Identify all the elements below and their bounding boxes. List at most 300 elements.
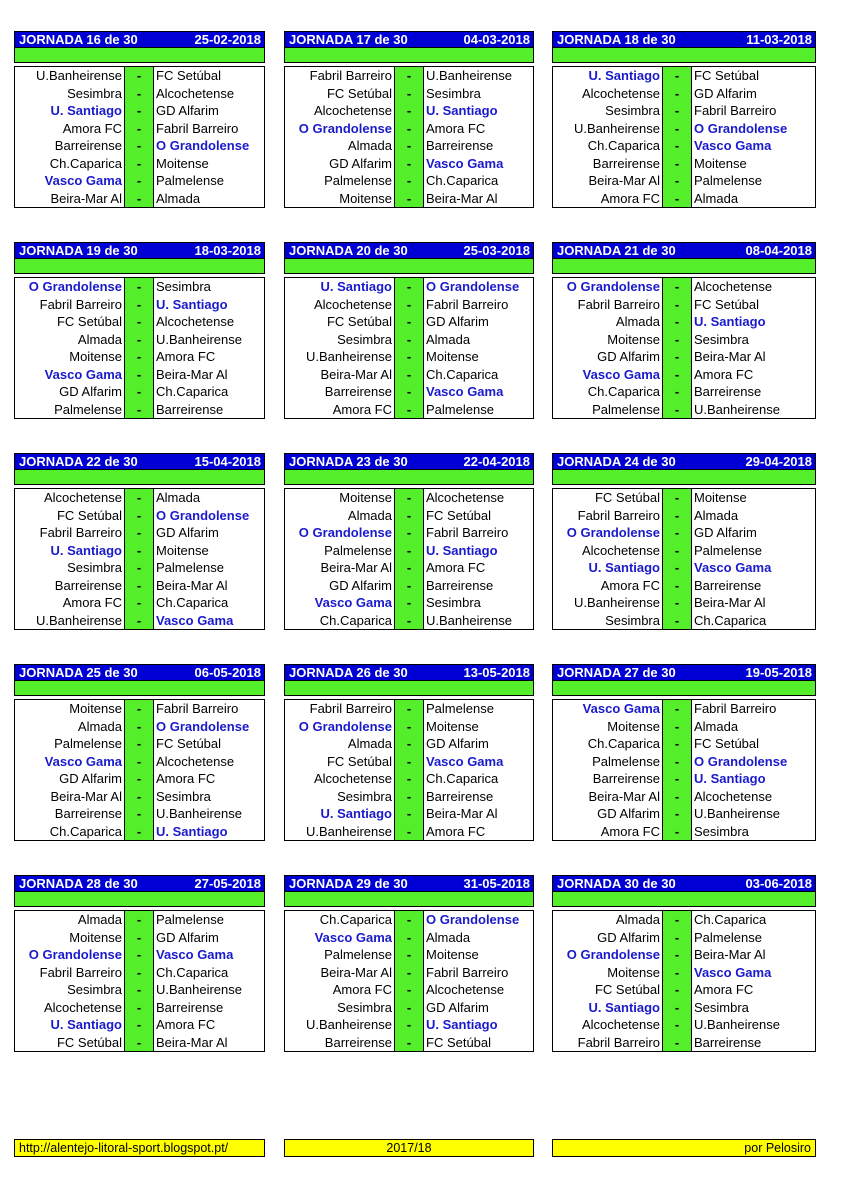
away-team: Ch.Caparica <box>156 595 229 610</box>
home-team: Sesimbra <box>285 788 395 806</box>
away-team: Alcochetense <box>426 982 505 997</box>
match-row <box>15 964 264 982</box>
away-team: O Grandolense <box>426 912 520 927</box>
away-team: Palmelense <box>156 560 224 575</box>
home-team: U.Banheirense <box>553 594 663 612</box>
round-band <box>284 470 534 485</box>
match-row <box>285 1016 533 1034</box>
match-row <box>15 718 264 736</box>
away-team: Amora FC <box>426 120 486 136</box>
home-team: FC Setúbal <box>15 507 125 525</box>
match-separator: - <box>395 805 424 823</box>
round-card <box>14 242 265 419</box>
round-header <box>552 453 816 470</box>
match-row <box>553 542 815 560</box>
match-separator: - <box>663 753 692 771</box>
match-row <box>553 929 815 947</box>
match-row <box>553 137 815 155</box>
home-team: Palmelense <box>285 172 395 190</box>
round-title: JORNADA 23 de 30 <box>289 454 408 469</box>
round-title: JORNADA 20 de 30 <box>289 243 408 258</box>
round-title: JORNADA 24 de 30 <box>557 454 676 469</box>
away-team: GD Alfarim <box>694 525 757 540</box>
home-team: Sesimbra <box>285 999 395 1017</box>
match-separator: - <box>125 1034 154 1052</box>
away-team: Beira-Mar Al <box>156 1034 228 1050</box>
away-team: Ch.Caparica <box>426 173 499 188</box>
match-separator: - <box>125 155 154 173</box>
home-team: Barreirense <box>15 577 125 595</box>
footer-author: por Pelosiro <box>552 1139 816 1157</box>
away-team: U.Banheirense <box>156 982 242 997</box>
match-separator: - <box>125 348 154 366</box>
match-row <box>15 524 264 542</box>
away-team: U. Santiago <box>426 542 498 558</box>
away-team: Barreirense <box>156 999 224 1015</box>
home-team: Ch.Caparica <box>553 137 663 155</box>
home-team: Amora FC <box>285 981 395 999</box>
match-list <box>14 699 265 841</box>
round-date: 19-05-2018 <box>745 665 812 680</box>
round-title: JORNADA 27 de 30 <box>557 665 676 680</box>
match-separator: - <box>395 964 424 982</box>
match-separator: - <box>125 735 154 753</box>
home-team: FC Setúbal <box>553 489 663 507</box>
round-date: 11-03-2018 <box>746 32 812 47</box>
home-team: U. Santiago <box>15 102 125 120</box>
match-row <box>553 823 815 841</box>
home-team: Palmelense <box>15 401 125 419</box>
away-team: Palmelense <box>156 912 224 927</box>
match-row <box>285 718 533 736</box>
match-separator: - <box>395 577 424 595</box>
match-separator: - <box>395 770 424 788</box>
match-separator: - <box>663 911 692 929</box>
away-team: Ch.Caparica <box>156 384 229 399</box>
round-title: JORNADA 25 de 30 <box>19 665 138 680</box>
home-team: Almada <box>285 735 395 753</box>
away-team: Barreirense <box>426 788 494 804</box>
home-team: O Grandolense <box>285 524 395 542</box>
home-team: Amora FC <box>15 120 125 138</box>
home-team: Sesimbra <box>285 331 395 349</box>
match-separator: - <box>395 366 424 384</box>
away-team: Almada <box>694 718 739 734</box>
away-team: O Grandolense <box>156 507 250 523</box>
match-separator: - <box>125 102 154 120</box>
match-separator: - <box>395 788 424 806</box>
match-row <box>15 559 264 577</box>
round-title: JORNADA 19 de 30 <box>19 243 138 258</box>
away-team: Almada <box>156 190 201 206</box>
home-team: FC Setúbal <box>285 753 395 771</box>
match-row <box>15 753 264 771</box>
round-title: JORNADA 30 de 30 <box>557 876 676 891</box>
round-date: 29-04-2018 <box>745 454 812 469</box>
away-team: Sesimbra <box>156 788 211 804</box>
match-separator: - <box>663 946 692 964</box>
match-row <box>285 753 533 771</box>
match-separator: - <box>125 612 154 630</box>
match-separator: - <box>663 805 692 823</box>
round-date: 13-05-2018 <box>463 665 530 680</box>
home-team: Fabril Barreiro <box>553 1034 663 1052</box>
match-row <box>553 559 815 577</box>
away-team: Palmelense <box>426 701 494 716</box>
away-team: O Grandolense <box>426 279 520 294</box>
away-team: U.Banheirense <box>426 612 512 628</box>
match-separator: - <box>395 331 424 349</box>
away-team: Vasco Gama <box>156 612 234 628</box>
away-team: Amora FC <box>426 823 486 839</box>
home-team: O Grandolense <box>553 946 663 964</box>
match-row <box>285 524 533 542</box>
round-date: 25-03-2018 <box>463 243 530 258</box>
round-band <box>552 892 816 907</box>
home-team: Beira-Mar Al <box>285 559 395 577</box>
away-team: Moitense <box>156 542 209 558</box>
match-separator: - <box>395 120 424 138</box>
round-title: JORNADA 16 de 30 <box>19 32 138 47</box>
match-row <box>285 999 533 1017</box>
away-team: Barreirense <box>694 577 762 593</box>
away-team: Moitense <box>426 349 479 364</box>
match-separator: - <box>125 718 154 736</box>
away-team: U. Santiago <box>694 771 766 786</box>
away-team: Sesimbra <box>694 823 749 839</box>
home-team: Vasco Gama <box>15 753 125 771</box>
round-band <box>14 259 265 274</box>
match-separator: - <box>395 313 424 331</box>
match-row <box>15 67 264 85</box>
match-separator: - <box>663 190 692 208</box>
match-separator: - <box>125 964 154 982</box>
match-row <box>15 137 264 155</box>
away-team: Amora FC <box>156 349 216 364</box>
match-list <box>552 910 816 1052</box>
away-team: Palmelense <box>694 173 762 188</box>
match-row <box>285 594 533 612</box>
home-team: U. Santiago <box>553 67 663 85</box>
away-team: Sesimbra <box>426 595 481 610</box>
match-separator: - <box>125 594 154 612</box>
match-row <box>285 120 533 138</box>
match-separator: - <box>125 577 154 595</box>
round-card <box>552 242 816 419</box>
match-list <box>284 488 534 630</box>
away-team: O Grandolense <box>156 718 250 734</box>
match-row <box>285 559 533 577</box>
match-separator: - <box>395 401 424 419</box>
round-header <box>14 875 265 892</box>
match-separator: - <box>125 805 154 823</box>
round-title: JORNADA 26 de 30 <box>289 665 408 680</box>
match-row <box>553 1016 815 1034</box>
match-separator: - <box>395 594 424 612</box>
round-header <box>14 242 265 259</box>
round-date: 03-06-2018 <box>745 876 812 891</box>
match-row <box>285 946 533 964</box>
away-team: U.Banheirense <box>156 806 242 821</box>
away-team: Moitense <box>156 155 209 171</box>
away-team: Barreirense <box>426 138 494 153</box>
away-team: U.Banheirense <box>694 806 780 821</box>
round-title: JORNADA 17 de 30 <box>289 32 408 47</box>
round-band <box>552 48 816 63</box>
match-separator: - <box>395 278 424 296</box>
match-row <box>15 1034 264 1052</box>
home-team: Almada <box>15 331 125 349</box>
away-team: Barreirense <box>694 1034 762 1050</box>
home-team: Sesimbra <box>15 85 125 103</box>
match-list <box>552 488 816 630</box>
match-row <box>15 1016 264 1034</box>
match-list <box>14 488 265 630</box>
match-row <box>15 120 264 138</box>
away-team: Ch.Caparica <box>426 366 499 382</box>
match-separator: - <box>125 366 154 384</box>
away-team: Almada <box>694 190 739 206</box>
home-team: Palmelense <box>15 735 125 753</box>
home-team: Sesimbra <box>553 102 663 120</box>
match-separator: - <box>663 542 692 560</box>
home-team: U. Santiago <box>553 999 663 1017</box>
away-team: Fabril Barreiro <box>426 964 509 980</box>
match-row <box>15 383 264 401</box>
home-team: Moitense <box>15 700 125 718</box>
round-header <box>284 31 534 48</box>
match-separator: - <box>125 929 154 947</box>
away-team: FC Setúbal <box>426 507 492 523</box>
home-team: Fabril Barreiro <box>285 700 395 718</box>
home-team: Fabril Barreiro <box>553 507 663 525</box>
away-team: Alcochetense <box>156 314 235 329</box>
home-team: U.Banheirense <box>15 67 125 85</box>
home-team: Palmelense <box>285 946 395 964</box>
round-card <box>552 453 816 630</box>
home-team: Amora FC <box>553 823 663 841</box>
away-team: GD Alfarim <box>694 85 757 101</box>
match-row <box>285 67 533 85</box>
match-separator: - <box>395 999 424 1017</box>
match-separator: - <box>125 770 154 788</box>
match-row <box>285 366 533 384</box>
round-title: JORNADA 22 de 30 <box>19 454 138 469</box>
home-team: GD Alfarim <box>15 383 125 401</box>
away-team: GD Alfarim <box>426 999 489 1015</box>
match-row <box>553 911 815 929</box>
away-team: Palmelense <box>694 542 762 558</box>
match-row <box>285 1034 533 1052</box>
round-band <box>14 892 265 907</box>
round-card <box>14 31 265 208</box>
match-separator: - <box>395 929 424 947</box>
round-title: JORNADA 29 de 30 <box>289 876 408 891</box>
away-team: Ch.Caparica <box>156 964 229 980</box>
match-separator: - <box>395 1034 424 1052</box>
home-team: Vasco Gama <box>553 700 663 718</box>
round-band <box>14 470 265 485</box>
match-row <box>553 524 815 542</box>
match-row <box>15 401 264 419</box>
match-separator: - <box>125 137 154 155</box>
match-separator: - <box>395 700 424 718</box>
away-team: Amora FC <box>156 771 216 786</box>
home-team: Moitense <box>15 929 125 947</box>
away-team: FC Setúbal <box>694 296 760 312</box>
match-separator: - <box>663 524 692 542</box>
home-team: Alcochetense <box>285 102 395 120</box>
round-date: 06-05-2018 <box>194 665 261 680</box>
home-team: Beira-Mar Al <box>285 366 395 384</box>
home-team: FC Setúbal <box>15 313 125 331</box>
match-list <box>284 277 534 419</box>
match-row <box>15 805 264 823</box>
match-separator: - <box>663 331 692 349</box>
match-row <box>15 770 264 788</box>
match-row <box>553 753 815 771</box>
match-list <box>552 277 816 419</box>
match-row <box>553 296 815 314</box>
match-separator: - <box>663 172 692 190</box>
match-separator: - <box>395 981 424 999</box>
round-date: 15-04-2018 <box>194 454 261 469</box>
match-separator: - <box>663 1034 692 1052</box>
match-row <box>553 489 815 507</box>
match-row <box>15 155 264 173</box>
home-team: FC Setúbal <box>15 1034 125 1052</box>
match-row <box>15 700 264 718</box>
match-separator: - <box>663 313 692 331</box>
home-team: Beira-Mar Al <box>285 964 395 982</box>
match-row <box>553 383 815 401</box>
match-separator: - <box>663 964 692 982</box>
away-team: Amora FC <box>694 982 754 997</box>
home-team: Vasco Gama <box>553 366 663 384</box>
home-team: Fabril Barreiro <box>553 296 663 314</box>
away-team: O Grandolense <box>694 120 788 136</box>
round-band <box>552 470 816 485</box>
away-team: Palmelense <box>426 401 494 417</box>
match-row <box>285 137 533 155</box>
match-list <box>14 277 265 419</box>
home-team: Sesimbra <box>553 612 663 630</box>
home-team: Alcochetense <box>15 489 125 507</box>
match-row <box>285 929 533 947</box>
match-row <box>553 577 815 595</box>
home-team: O Grandolense <box>553 278 663 296</box>
match-row <box>285 102 533 120</box>
home-team: Alcochetense <box>285 296 395 314</box>
away-team: Sesimbra <box>156 279 211 294</box>
home-team: Amora FC <box>553 577 663 595</box>
match-list <box>284 910 534 1052</box>
home-team: Alcochetense <box>553 1016 663 1034</box>
home-team: Alcochetense <box>285 770 395 788</box>
home-team: Ch.Caparica <box>285 911 395 929</box>
away-team: U.Banheirense <box>694 1017 780 1032</box>
match-separator: - <box>395 102 424 120</box>
away-team: FC Setúbal <box>156 736 222 751</box>
round-date: 18-03-2018 <box>194 243 261 258</box>
match-separator: - <box>125 700 154 718</box>
away-team: Amora FC <box>694 366 754 382</box>
match-row <box>15 735 264 753</box>
match-separator: - <box>663 612 692 630</box>
match-separator: - <box>395 155 424 173</box>
match-separator: - <box>125 999 154 1017</box>
match-row <box>553 120 815 138</box>
match-separator: - <box>395 718 424 736</box>
match-separator: - <box>663 155 692 173</box>
home-team: Ch.Caparica <box>553 735 663 753</box>
match-separator: - <box>395 507 424 525</box>
match-separator: - <box>395 559 424 577</box>
round-header <box>284 453 534 470</box>
home-team: Barreirense <box>15 137 125 155</box>
away-team: Beira-Mar Al <box>694 349 766 364</box>
match-row <box>15 331 264 349</box>
match-row <box>15 489 264 507</box>
match-separator: - <box>395 137 424 155</box>
away-team: Alcochetense <box>156 85 235 101</box>
home-team: U.Banheirense <box>553 120 663 138</box>
away-team: Beira-Mar Al <box>694 595 766 610</box>
round-date: 31-05-2018 <box>463 876 530 891</box>
away-team: Moitense <box>694 490 747 505</box>
away-team: Moitense <box>426 718 479 734</box>
match-separator: - <box>125 1016 154 1034</box>
home-team: Almada <box>553 911 663 929</box>
home-team: Moitense <box>553 331 663 349</box>
round-header <box>552 31 816 48</box>
home-team: Alcochetense <box>553 85 663 103</box>
match-row <box>15 296 264 314</box>
home-team: FC Setúbal <box>285 313 395 331</box>
away-team: Vasco Gama <box>156 947 234 962</box>
match-separator: - <box>663 735 692 753</box>
footer-link[interactable]: http://alentejo-litoral-sport.blogspot.pt/ <box>14 1139 265 1157</box>
away-team: U. Santiago <box>426 1017 498 1032</box>
away-team: Beira-Mar Al <box>426 806 498 821</box>
home-team: U. Santiago <box>15 1016 125 1034</box>
match-row <box>15 823 264 841</box>
match-row <box>15 929 264 947</box>
away-team: U. Santiago <box>694 314 766 329</box>
match-separator: - <box>395 383 424 401</box>
home-team: Fabril Barreiro <box>15 964 125 982</box>
round-header <box>552 664 816 681</box>
match-row <box>553 612 815 630</box>
away-team: U. Santiago <box>426 103 498 118</box>
home-team: GD Alfarim <box>553 805 663 823</box>
match-row <box>285 735 533 753</box>
away-team: Beira-Mar Al <box>694 947 766 962</box>
away-team: Alcochetense <box>426 490 505 505</box>
away-team: Almada <box>426 929 471 945</box>
match-separator: - <box>125 753 154 771</box>
match-separator: - <box>395 612 424 630</box>
match-separator: - <box>125 296 154 314</box>
match-separator: - <box>663 102 692 120</box>
match-separator: - <box>395 172 424 190</box>
round-band <box>284 892 534 907</box>
home-team: Almada <box>553 313 663 331</box>
round-card <box>284 875 534 1052</box>
home-team: U. Santiago <box>15 542 125 560</box>
away-team: Fabril Barreiro <box>694 103 777 118</box>
home-team: Almada <box>285 507 395 525</box>
